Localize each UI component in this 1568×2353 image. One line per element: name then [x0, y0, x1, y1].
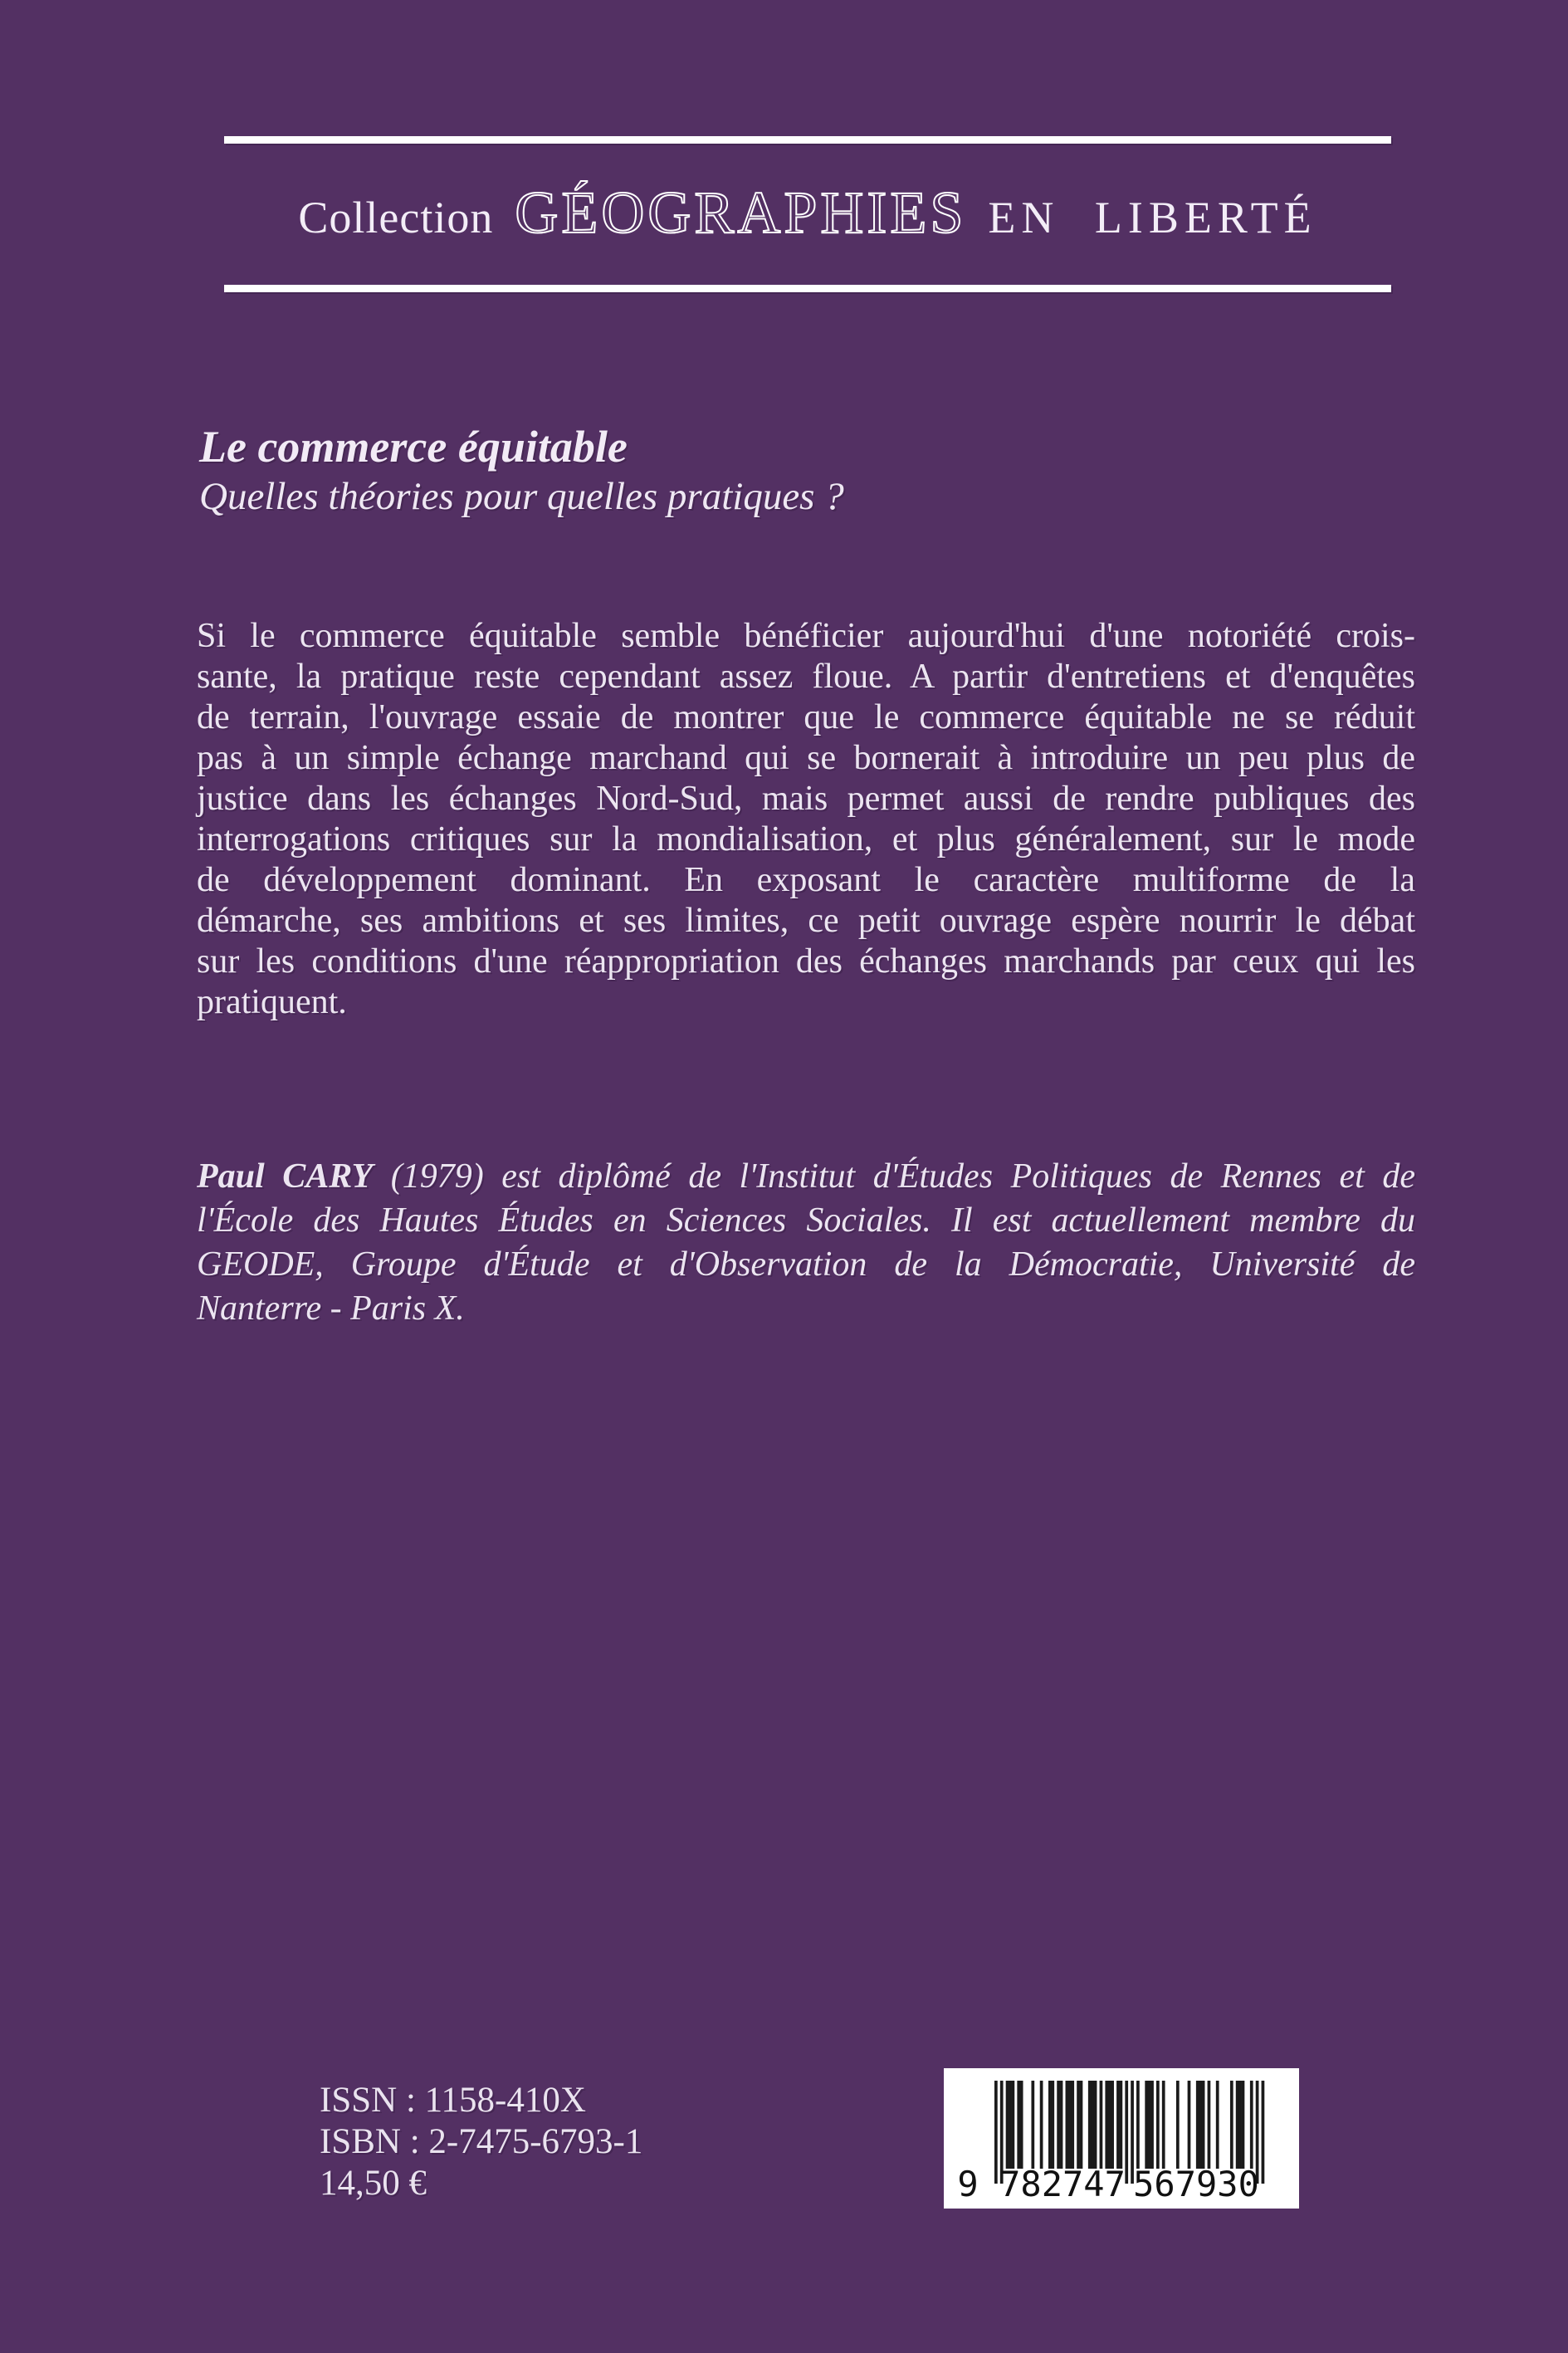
collection-header: [224, 179, 1391, 263]
barcode-digits-right: 567930: [1133, 2164, 1259, 2204]
bio-line-text: (1979) est diplômé de l'Institut d'Études Politiques de Rennes et de: [390, 1157, 1416, 1196]
collection-label: Collection: [298, 193, 494, 242]
book-title: Le commerce équitable: [199, 422, 628, 472]
barcode: [944, 2068, 1299, 2209]
author-name: Paul CARY: [197, 1157, 374, 1196]
summary-paragraph: [197, 616, 1415, 1023]
summary-line: pratiquent.: [197, 983, 347, 1021]
bottom-rule: [224, 285, 1391, 292]
book-subtitle: Quelles théories pour quelles pratiques ?: [199, 475, 844, 518]
barcode-digits-left: 782747: [999, 2164, 1126, 2204]
summary-line: interrogations critiques sur la mondialisation, et plus généralement, sur le mode: [197, 820, 1415, 859]
series-suffix: EN LIBERTÉ: [988, 193, 1317, 242]
summary-line: de terrain, l'ouvrage essaie de montrer que le commerce équitable ne se réduit: [197, 698, 1415, 736]
bio-line: Nanterre - Paris X.: [197, 1289, 465, 1328]
summary-line: sur les conditions d'une réappropriation des échanges marchands par ceux qui les: [197, 942, 1415, 981]
summary-line: démarche, ses ambitions et ses limites, ce petit ouvrage espère nourrir le débat: [197, 902, 1415, 940]
barcode-svg: [944, 2068, 1299, 2209]
imprint-block: [320, 2080, 642, 2204]
series-name: GÉOGRAPHIES: [515, 179, 967, 246]
top-rule: [224, 136, 1391, 144]
bio-line: GEODE, Groupe d'Étude et d'Observation de la Démocratie, Université de: [197, 1245, 1415, 1284]
barcode-digit-lead: 9: [957, 2164, 979, 2204]
summary-line: sante, la pratique reste cependant assez floue. A partir d'entretiens et d'enquêtes: [197, 658, 1415, 696]
bio-line: l'École des Hautes Études en Sciences Sociales. Il est actuellement membre du: [197, 1201, 1415, 1240]
summary-line: Si le commerce équitable semble bénéficier aujourd'hui d'une notoriété crois-: [197, 617, 1415, 655]
price-line: 14,50 €: [320, 2164, 427, 2203]
bio-line: [197, 1155, 1415, 1199]
isbn-line: ISBN : 2-7475-6793-1: [320, 2122, 643, 2161]
summary-line: de développement dominant. En exposant le caractère multiforme de la: [197, 861, 1415, 899]
issn-line: ISSN : 1158-410X: [320, 2081, 586, 2120]
summary-line: justice dans les échanges Nord-Sud, mais permet aussi de rendre publiques des: [197, 780, 1415, 818]
author-bio: [197, 1155, 1415, 1331]
summary-line: pas à un simple échange marchand qui se bornerait à introduire un peu plus de: [197, 739, 1415, 777]
